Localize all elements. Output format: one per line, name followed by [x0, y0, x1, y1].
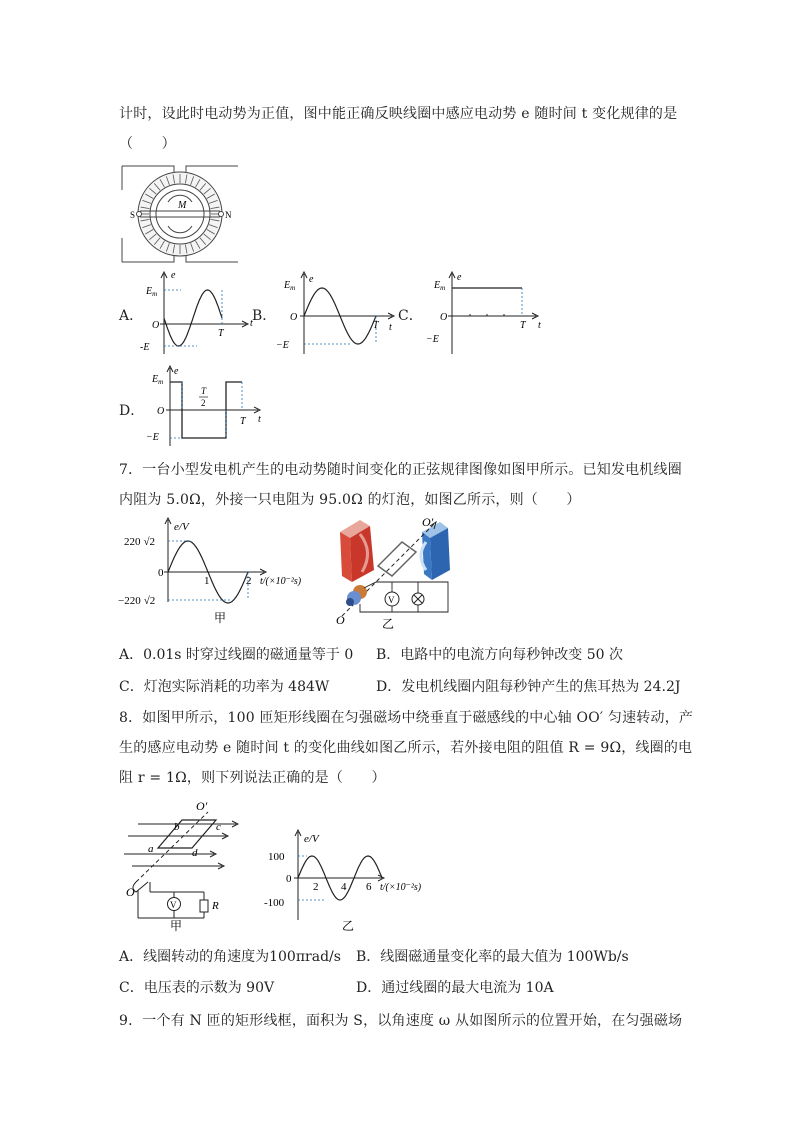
q7-ybottom-root: 2 [149, 595, 156, 607]
q7-o-prime: O′ [422, 515, 434, 529]
q8-corner-b: b [174, 821, 180, 833]
q7-o-label: O [336, 613, 345, 627]
q7-generator-figure [330, 512, 460, 630]
q8-ylabel: e/V [304, 833, 319, 845]
q8-o-prime: O′ [196, 799, 208, 813]
q7-ytop: 220 [124, 536, 141, 548]
q7-caption-yi: 乙 [382, 617, 395, 630]
q7-ytop-root: 2 [149, 536, 156, 548]
q8-ytop: 100 [268, 851, 285, 863]
q8-x6: 6 [366, 881, 372, 893]
c-origin-label: O [440, 312, 448, 323]
svg-text:−220√2: −220 √2 [118, 595, 156, 607]
q8-corner-d: d [192, 847, 198, 859]
q6-option-b-label: B． [252, 308, 277, 324]
q8-stem-line3: 阻 r = 1Ω，则下列说法正确的是（ ） [119, 770, 386, 786]
q8-stem-line1: 8．如图甲所示，100 匝矩形线圈在匀强磁场中绕垂直于磁感线的中心轴 OO′ 匀速转动，产 [119, 710, 694, 726]
d-origin-label: O [157, 406, 165, 417]
b-e-label: e [309, 274, 314, 285]
q6-stem-line1: 计时，设此时电动势为正值，图中能正确反映线圈中感应电动势 e 随时间 t 变化规律的是 [119, 106, 678, 122]
d-neg-em-label: −E [146, 432, 159, 443]
b-em-label: E [284, 280, 291, 291]
q7-xlabel: t/(×10⁻²s) [260, 576, 302, 587]
q7-option-b: B．电路中的电流方向每秒钟改变 50 次 [376, 647, 624, 663]
svg-text:Em [433, 280, 445, 292]
svg-text:220√2: 220 √2 [124, 536, 156, 548]
d-e-label: e [174, 366, 179, 377]
q7-zero: 0 [158, 567, 164, 579]
q8-corner-a: a [148, 843, 154, 855]
a-em-label: E [146, 286, 153, 297]
q6-option-a-label: A． [119, 308, 144, 324]
c-period-label: T [520, 320, 526, 331]
svg-text:Em [283, 280, 295, 292]
q7-ybottom: −220 [118, 595, 141, 607]
a-em-sub: m [152, 290, 158, 298]
c-em-label: E [434, 280, 441, 291]
q6-motor-figure [118, 162, 243, 266]
q6-stem-line2: （ ） [119, 136, 176, 152]
q7-voltmeter-label: V [388, 595, 395, 605]
d-half-den: 2 [201, 398, 206, 408]
b-neg-em-label: −E [276, 340, 289, 351]
q7-ylabel: e/V [174, 521, 189, 533]
q8-xlabel: t/(×10⁻²s) [380, 882, 422, 893]
q8-option-c: C．电压表的示数为 90V [119, 980, 275, 996]
q6-option-c-graph [424, 268, 548, 356]
q8-ybottom: -100 [264, 897, 285, 909]
q6-option-c-label: C． [398, 308, 423, 324]
q8-x2: 2 [313, 881, 319, 893]
q8-option-a: A．线圈转动的角速度为100πrad/s [119, 949, 341, 965]
q8-graph-yi [262, 826, 432, 936]
q7-stem-line1: 7．一台小型发电机产生的电动势随时间变化的正弦规律图像如图甲所示。已知发电机线圈 [119, 462, 682, 478]
a-e-label: e [171, 270, 176, 281]
q8-o-label: O [126, 885, 135, 899]
q8-stem-line2: 生的感应电动势 e 随时间 t 的变化曲线如图乙所示，若外接电阻的阻值 R = 9Ω，线圈的电 [119, 740, 693, 756]
q8-coil-figure [118, 796, 248, 932]
a-t-label: t [250, 318, 253, 329]
q8-option-d: D．通过线圈的最大电流为 10A [356, 980, 554, 996]
c-neg-em-label: −E [426, 334, 439, 345]
q8-zero: 0 [286, 873, 292, 885]
q7-x2: 2 [246, 575, 252, 587]
q7-x1: 1 [204, 575, 210, 587]
q6-option-d-graph [146, 364, 270, 448]
q7-caption-jia: 甲 [214, 611, 227, 625]
q6-option-b-graph [276, 268, 406, 356]
q7-stem-line2: 内阻为 5.0Ω，外接一只电阻为 95.0Ω 的灯泡，如图乙所示，则（ ） [119, 492, 581, 508]
q8-voltmeter-label: V [170, 900, 177, 910]
b-em-sub: m [290, 284, 296, 292]
q8-x4: 4 [341, 881, 347, 893]
q7-option-a: A．0.01s 时穿过线圈的磁通量等于 0 [119, 647, 354, 663]
q6-option-d-label: D． [119, 403, 145, 419]
b-origin-label: O [290, 312, 298, 323]
c-t-label: t [538, 320, 541, 331]
a-period-label: T [218, 328, 224, 339]
motor-n-label: N [225, 210, 232, 220]
q8-option-b: B．线圈磁通量变化率的最大值为 100Wb/s [356, 949, 629, 965]
a-neg-em-label: -E [140, 342, 150, 353]
b-period-label: T [373, 320, 379, 331]
b-t-label: t [389, 322, 392, 333]
q8-corner-c: c [216, 821, 221, 833]
q7-option-c: C．灯泡实际消耗的功率为 484W [119, 679, 330, 695]
svg-text:Em [145, 286, 157, 298]
d-half-num: T [201, 386, 207, 396]
q9-stem-line1: 9．一个有 N 匝的矩形线框，面积为 S，以角速度 ω 从如图所示的位置开始，在匀强磁场 [119, 1013, 683, 1029]
d-t-label: t [258, 414, 261, 425]
svg-text:Em [151, 374, 163, 386]
q6-option-a-graph [140, 268, 260, 356]
q8-resistor-label: R [212, 900, 219, 912]
d-em-label: E [152, 374, 159, 385]
q7-graph-jia [118, 514, 318, 634]
c-e-label: e [457, 272, 462, 283]
d-em-sub: m [158, 378, 164, 386]
q8-caption-jia: 甲 [170, 919, 183, 932]
q7-option-d: D．发电机线圈内阻每秒钟产生的焦耳热为 24.2J [376, 679, 681, 695]
d-period-label: T [240, 416, 246, 427]
q8-caption-yi: 乙 [342, 919, 355, 933]
c-em-sub: m [440, 284, 446, 292]
motor-m-label: M [178, 200, 187, 211]
motor-s-label: S [130, 210, 136, 220]
a-origin-label: O [152, 320, 160, 331]
